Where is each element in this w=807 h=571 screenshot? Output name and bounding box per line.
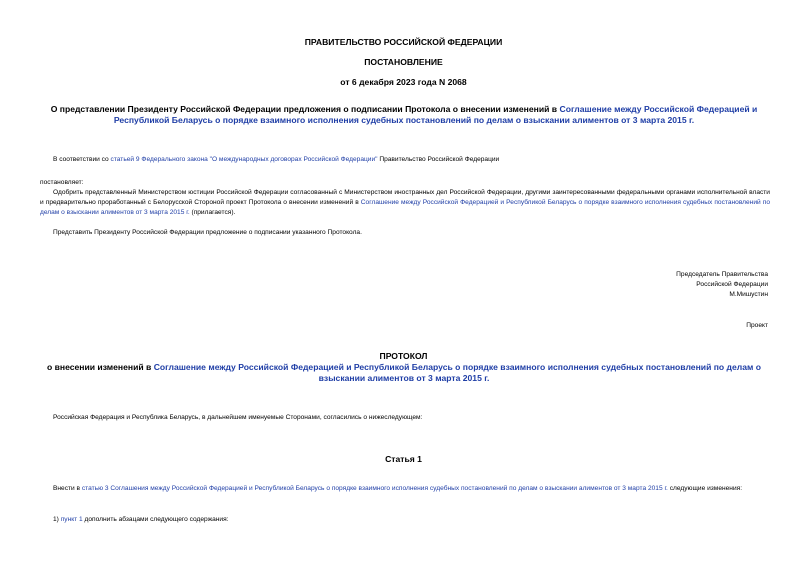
article-paragraph: [40, 484, 770, 494]
paragraph-1-end: (прилагается).: [189, 209, 236, 216]
document-date: от 6 декабря 2023 года N 2068: [340, 77, 467, 87]
signature-name: М.Мишустин: [729, 291, 768, 298]
title-text: О представлении Президенту Российской Федерации предложения о подписании Протокола о внесении изменений в: [50, 104, 560, 114]
paragraph-2: Представить Президенту Российской Федерации предложение о подписании указанного Протокола.: [53, 229, 362, 236]
title-agreement-link[interactable]: Соглашение между Российской Федерацией и Республикой Беларусь о порядке взаимного исполнения судебных постановлений по делам о взыскании алиментов от 3 марта 2015 г.: [113, 104, 758, 125]
article-heading: Статья 1: [385, 454, 422, 464]
document-title: [38, 104, 770, 126]
government-name: ПРАВИТЕЛЬСТВО РОССИЙСКОЙ ФЕДЕРАЦИИ: [304, 37, 503, 47]
federal-law-link[interactable]: статьей 9 Федерального закона "О международных договорах Российской Федерации": [110, 156, 378, 163]
decree-word: постановляет:: [40, 179, 84, 186]
item-text: дополнить абзацами следующего содержания:: [82, 516, 229, 523]
article-text-end: следующие изменения:: [667, 485, 743, 492]
signature-country: Российской Федерации: [696, 281, 768, 288]
parties-paragraph: Российская Федерация и Республика Беларусь, в дальнейшем именуемые Сторонами, согласились о нижеследующем:: [53, 414, 423, 421]
protocol-subtitle-text: о внесении изменений в: [46, 362, 154, 372]
protocol-agreement-link[interactable]: Соглашение между Российской Федерацией и Республикой Беларусь о порядке взаимного исполнения судебных постановлений по делам о взыскании алиментов от 3 марта 2015 г.: [153, 362, 762, 383]
signature-title: Председатель Правительства: [676, 271, 768, 278]
item-point-link[interactable]: пункт 1: [60, 516, 83, 523]
article-text: Внести в: [53, 485, 82, 492]
item-number: 1): [53, 516, 61, 523]
project-label: Проект: [746, 322, 768, 329]
protocol-subtitle: [38, 362, 770, 384]
protocol-heading: ПРОТОКОЛ: [379, 351, 428, 361]
intro-text: В соответствии со: [53, 156, 111, 163]
paragraph-1-text: Одобрить представленный Министерством юстиции Российской Федерации согласованный с Министерством иностранных дел Российской Федерации, другими заинтересованными федеральными органами исполнительной власти и предварительно проработанный с Белорусской Стороной проект Протокола о внесении изменений в: [40, 189, 770, 206]
intro-text-end: Правительство Российской Федерации: [377, 156, 500, 163]
item-1: [53, 515, 773, 525]
intro-paragraph: [53, 155, 773, 165]
document-type: ПОСТАНОВЛЕНИЕ: [364, 57, 443, 67]
article-3-link[interactable]: статью 3 Соглашения между Российской Федерацией и Республикой Беларусь о порядке взаимного исполнения судебных постановлений по делам о взыскании алиментов от 3 марта 2015 г.: [81, 485, 668, 492]
paragraph-1-agreement-link[interactable]: Соглашение между Российской Федерацией и Республикой Беларусь о порядке взаимного исполнения судебных постановлений по делам о взыскании алиментов от 3 марта 2015 г.: [40, 199, 770, 216]
paragraph-1: [40, 188, 770, 218]
